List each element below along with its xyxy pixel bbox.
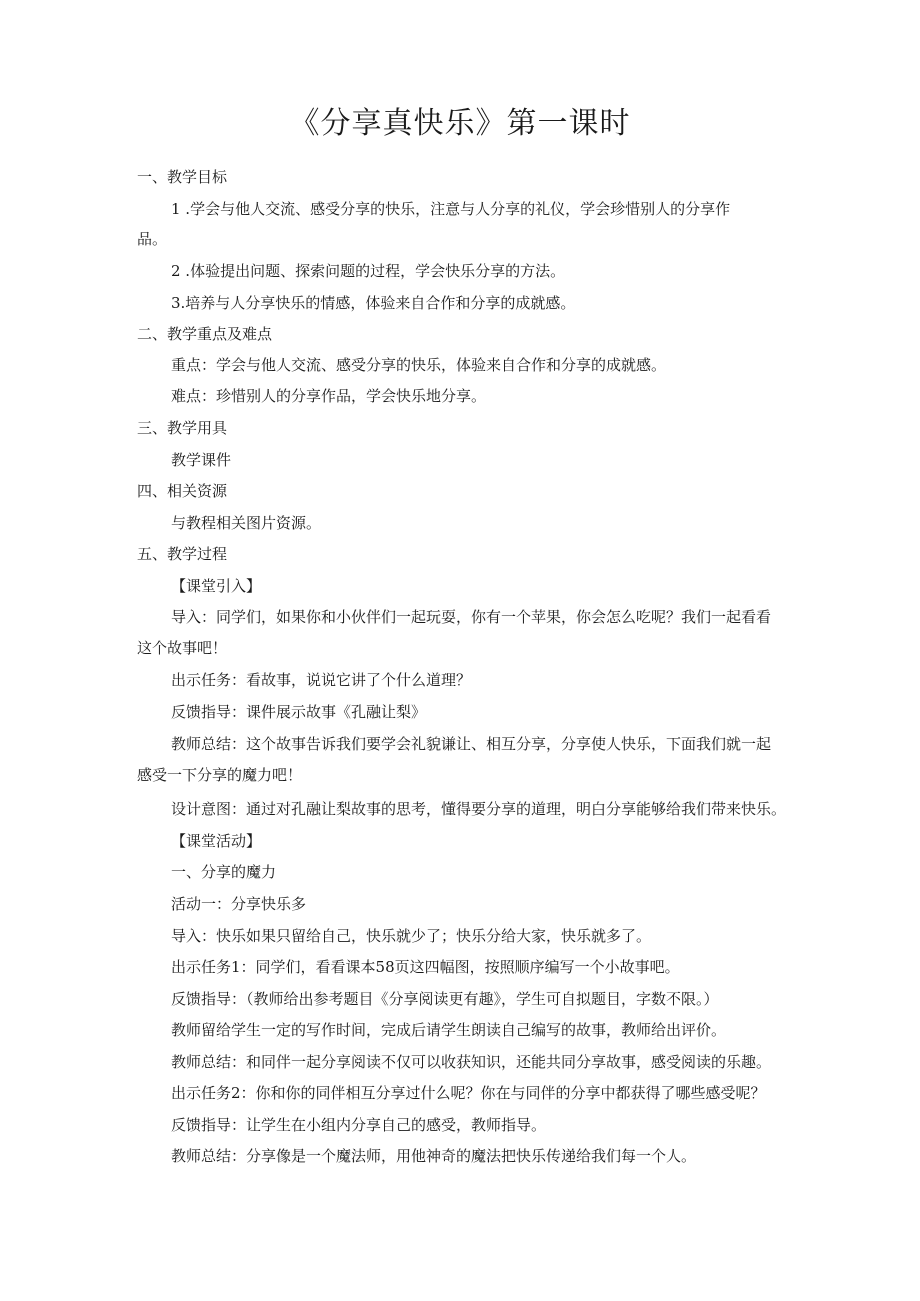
tools-text: 教学课件 xyxy=(171,451,232,469)
section-heading-objectives: 一、教学目标 xyxy=(137,168,228,186)
activity-intro: 导入：快乐如果只留给自己，快乐就少了；快乐分给大家，快乐就多了。 xyxy=(171,927,652,945)
intro-paragraph: 导入：同学们，如果你和小伙伴们一起玩耍，你有一个苹果，你会怎么吃呢？我们一起看看 xyxy=(171,608,772,626)
summary-paragraph: 教师总结：这个故事告诉我们要学会礼貌谦让、相互分享，分享使人快乐，下面我们就一起 xyxy=(171,735,772,753)
activity-one-heading: 活动一：分享快乐多 xyxy=(171,895,307,913)
subsection-intro: 【课堂引入】 xyxy=(171,577,262,595)
section-heading-tools: 三、教学用具 xyxy=(137,419,228,437)
objective-1-continued: 品。 xyxy=(137,230,168,248)
activity-feedback-2: 反馈指导：让学生在小组内分享自己的感受，教师指导。 xyxy=(171,1116,547,1134)
task-paragraph: 出示任务：看故事，说说它讲了个什么道理？ xyxy=(171,671,472,689)
key-point: 重点：学会与他人交流、感受分享的快乐，体验来自合作和分享的成就感。 xyxy=(171,356,667,374)
activity-heading: 一、分享的魔力 xyxy=(171,863,277,881)
page-title: 《分享真快乐》第一课时 xyxy=(289,106,631,141)
activity-teacher-note: 教师留给学生一定的写作时间，完成后请学生朗读自己编写的故事，教师给出评价。 xyxy=(171,1021,727,1039)
activity-summary-1: 教师总结：和同伴一起分享阅读不仅可以收获知识，还能共同分享故事，感受阅读的乐趣。 xyxy=(171,1053,772,1071)
section-heading-key-points: 二、教学重点及难点 xyxy=(137,325,273,343)
summary-paragraph-continued: 感受一下分享的魔力吧！ xyxy=(137,766,303,784)
section-heading-process: 五、教学过程 xyxy=(137,545,228,563)
objective-2: 2 .体验提出问题、探索问题的过程，学会快乐分享的方法。 xyxy=(171,262,566,280)
subsection-activities: 【课堂活动】 xyxy=(171,832,262,850)
activity-feedback-1: 反馈指导：（教师给出参考题目《分享阅读更有趣》，学生可自拟题目，字数不限。） xyxy=(171,990,719,1008)
activity-task-1: 出示任务1：同学们，看看课本58页这四幅图，按照顺序编写一个小故事吧。 xyxy=(171,958,680,976)
intro-paragraph-continued: 这个故事吧！ xyxy=(137,639,228,657)
resources-text: 与教程相关图片资源。 xyxy=(171,514,322,532)
activity-summary-2: 教师总结：分享像是一个魔法师，用他神奇的魔法把快乐传递给我们每一个人。 xyxy=(171,1147,697,1165)
objective-1: 1 .学会与他人交流、感受分享的快乐，注意与人分享的礼仪，学会珍惜别人的分享作 xyxy=(171,200,731,218)
objective-3: 3.培养与人分享快乐的情感，体验来自合作和分享的成就感。 xyxy=(171,294,576,312)
section-heading-resources: 四、相关资源 xyxy=(137,482,228,500)
design-intent-paragraph: 设计意图：通过对孔融让梨故事的思考，懂得要分享的道理，明白分享能够给我们带来快乐。 xyxy=(171,800,787,818)
activity-task-2: 出示任务2：你和你的同伴相互分享过什么呢？你在与同伴的分享中都获得了哪些感受呢？ xyxy=(171,1084,766,1102)
difficult-point: 难点：珍惜别人的分享作品，学会快乐地分享。 xyxy=(171,387,487,405)
feedback-paragraph: 反馈指导：课件展示故事《孔融让梨》 xyxy=(171,703,427,721)
